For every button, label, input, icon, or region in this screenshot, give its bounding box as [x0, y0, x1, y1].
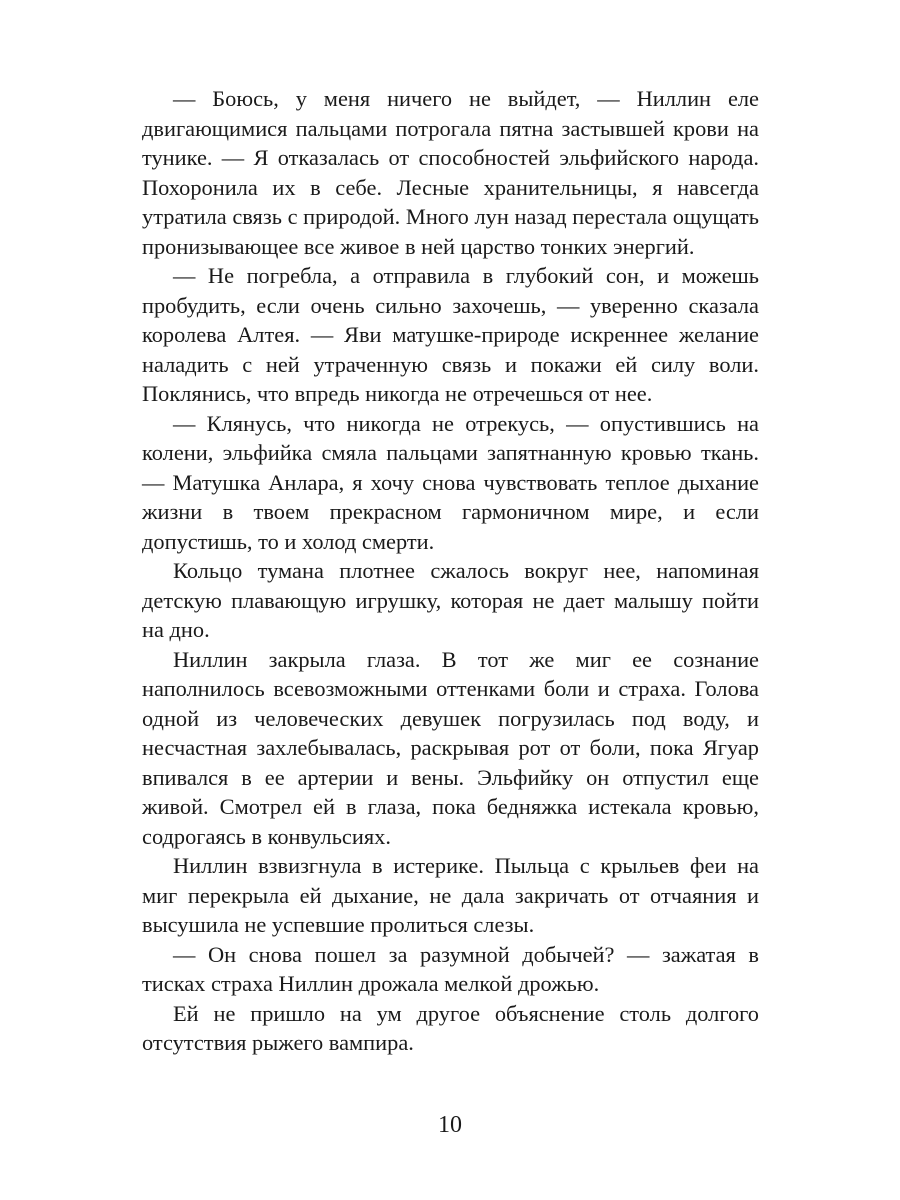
paragraph: Ей не пришло на ум другое объяснение столь долгого отсутствия рыжего вампира.	[142, 1000, 759, 1055]
paragraph: — Боюсь, у меня ничего не выйдет, — Ниллин еле двигающимися пальцами потрогала пятна застывшей крови на тунике. — Я отказалась от способностей эльфийского народа. Похоронила их в себе. Лесные хранительницы, я навсегда утратила связь с природой. Много лун назад перестала ощущать пронизывающее все живое в ней царство тонких энергий.	[142, 86, 759, 259]
paragraph: Ниллин взвизгнула в истерике. Пыльца с крыльев феи на миг перекрыла ей дыхание, не дала закричать от отчаяния и высушила не успевшие пролиться слезы.	[142, 853, 759, 937]
paragraph: — Клянусь, что никогда не отрекусь, — опустившись на колени, эльфийка смяла пальцами запятнанную кровью ткань. — Матушка Анлара, я хочу снова чувствовать теплое дыхание жизни в твоем прекрасном гармоничном мире, и если допустишь, то и холод смерти.	[142, 410, 759, 554]
page-number: 10	[438, 1112, 462, 1138]
body-text	[142, 84, 759, 1058]
paragraph: Ниллин закрыла глаза. В тот же миг ее сознание наполнилось всевозможными оттенками боли и страха. Голова одной из человеческих девушек погрузилась под воду, и несчастная захлебывалась, раскрывая рот от боли, пока Ягуар впивался в ее артерии и вены. Эльфийку он отпустил еще живой. Смотрел ей в глаза, пока бедняжка истекала кровью, содрогаясь в конвульсиях.	[142, 646, 759, 849]
paragraph: — Не погребла, а отправила в глубокий сон, и можешь пробудить, если очень сильно захочешь, — уверенно сказала королева Алтея. — Яви матушке-природе искреннее желание наладить с ней утраченную связь и покажи ей силу воли. Поклянись, что впредь никогда не отречешься от нее.	[142, 263, 759, 406]
paragraph: Кольцо тумана плотнее сжалось вокруг нее, напоминая детскую плавающую игрушку, которая не дает малышу пойти на дно.	[142, 558, 759, 642]
paragraph: — Он снова пошел за разумной добычей? — зажатая в тисках страха Ниллин дрожала мелкой дрожью.	[142, 941, 759, 996]
